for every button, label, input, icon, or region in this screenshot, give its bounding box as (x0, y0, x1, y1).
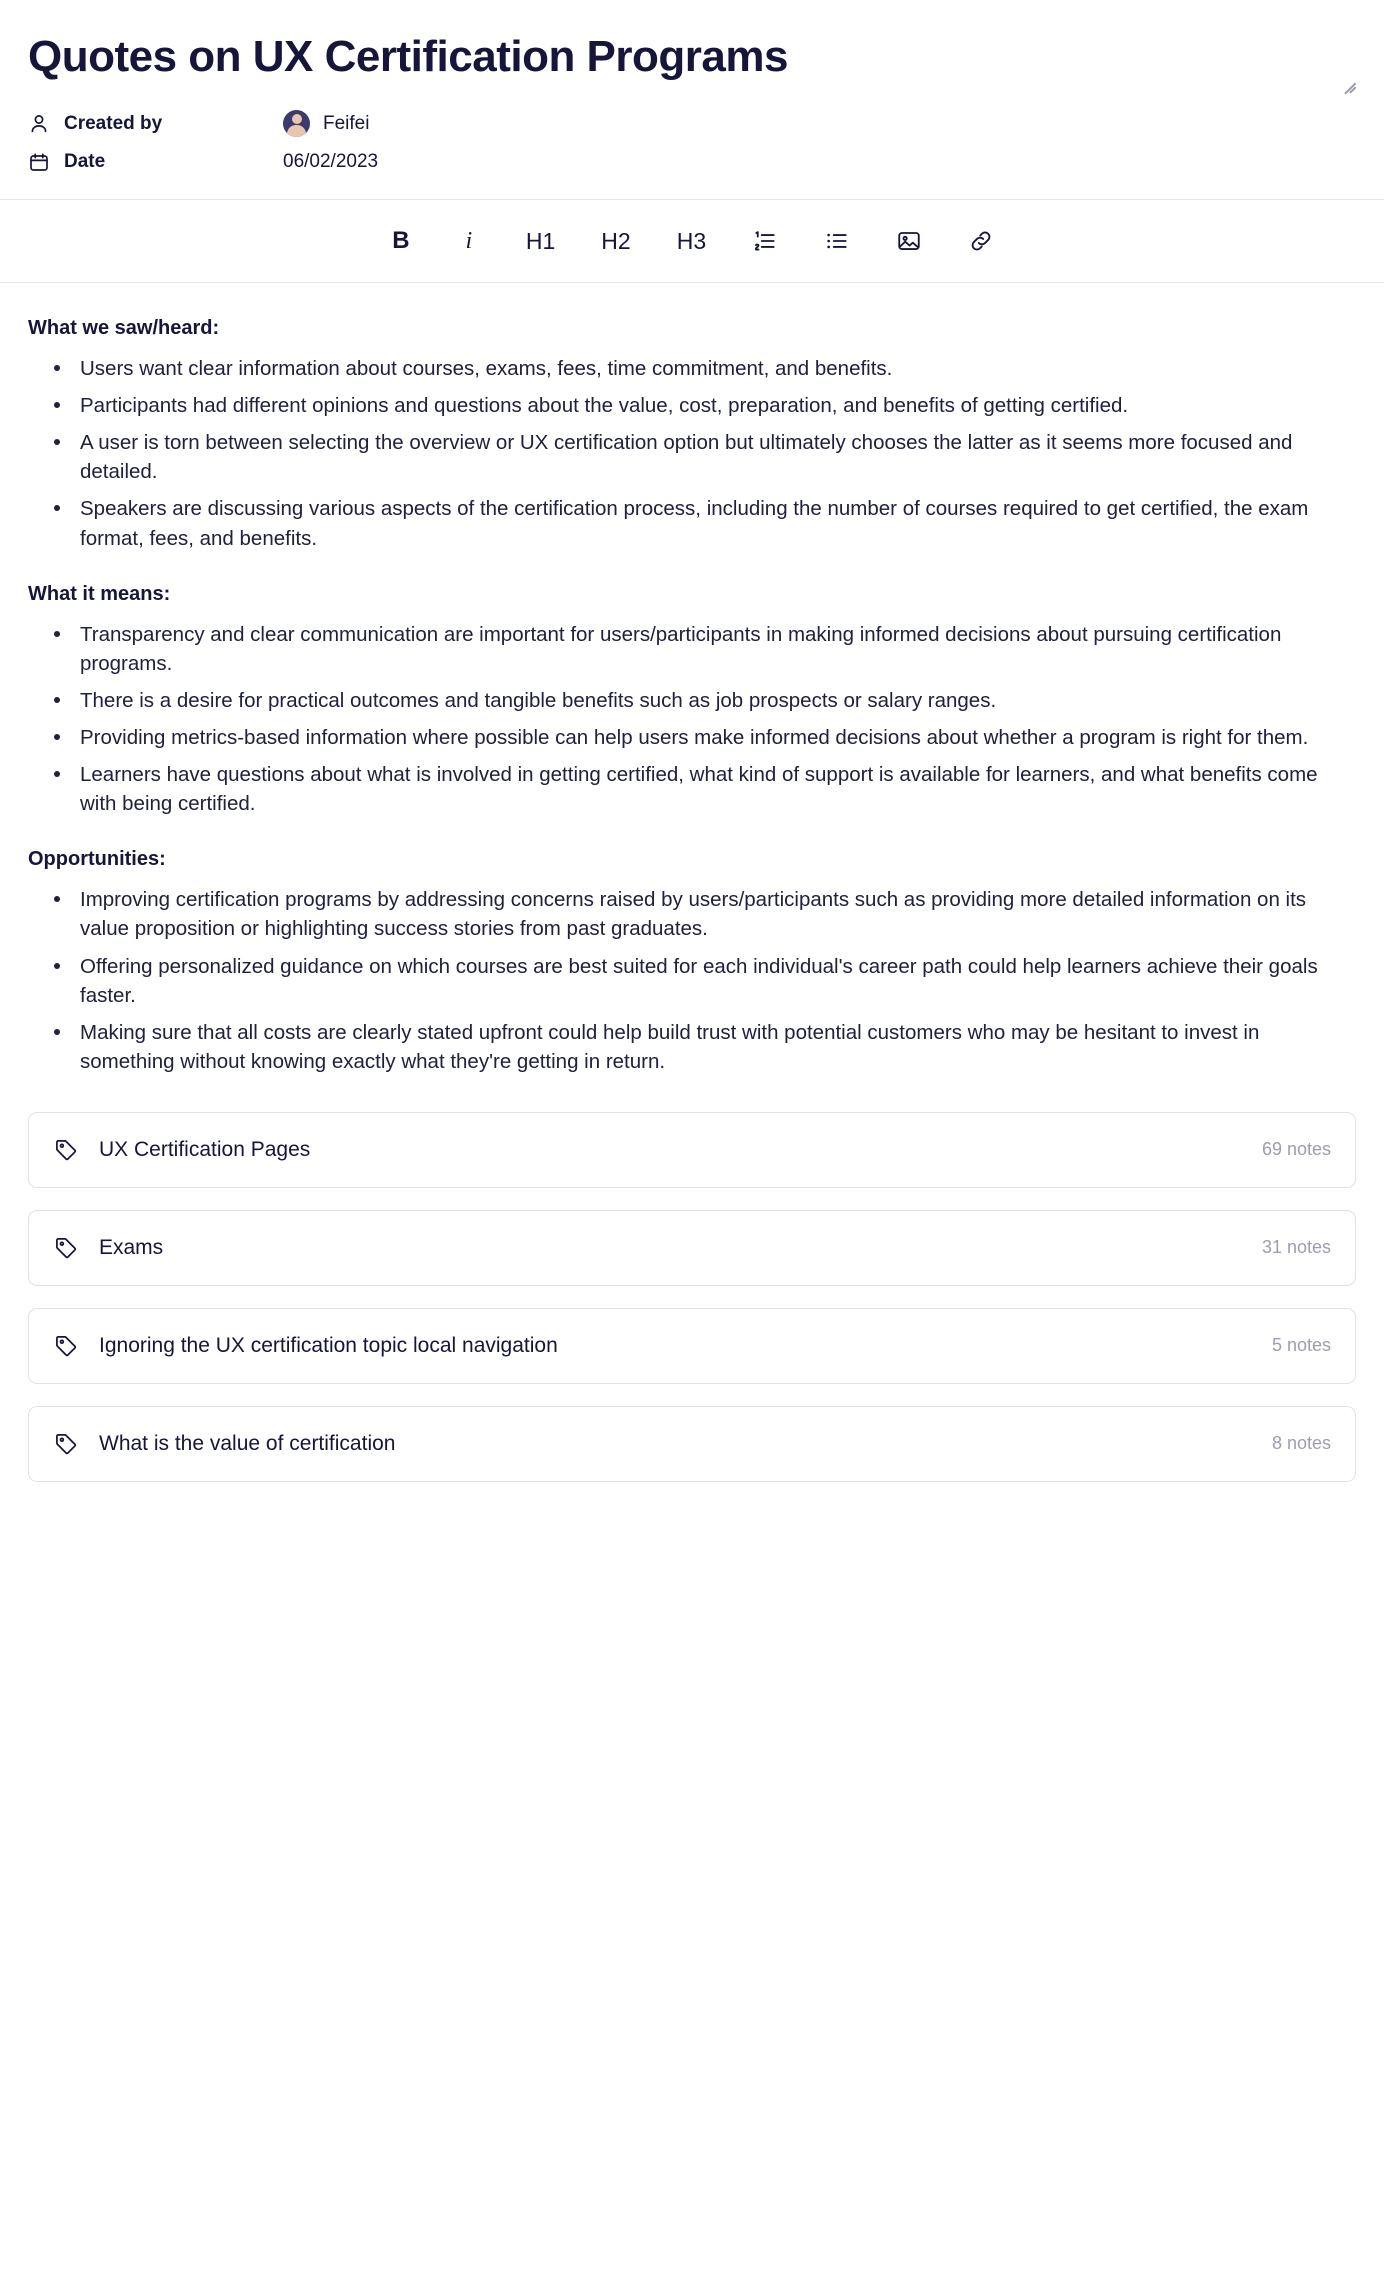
list-item: Participants had different opinions and questions about the value, cost, preparation, and benefits of getting certified. (80, 391, 1356, 420)
heading-3-button[interactable]: H3 (675, 224, 708, 258)
list-item: Users want clear information about courses, exams, fees, time commitment, and benefits. (80, 354, 1356, 383)
avatar (283, 110, 310, 137)
tag-note-count: 69 notes (1261, 1139, 1331, 1160)
tag-icon (53, 1333, 79, 1359)
created-by-value: Feifei (323, 112, 370, 134)
created-by-value-group[interactable] (283, 110, 369, 137)
tag-name: What is the value of certification (99, 1431, 396, 1455)
italic-button[interactable]: i (456, 224, 482, 258)
bullet-list (28, 885, 1356, 1076)
user-icon (28, 113, 50, 135)
date-label-group (28, 151, 283, 173)
section-heading: Opportunities: (28, 848, 166, 871)
date-label: Date (64, 151, 106, 172)
resize-handle-icon[interactable] (1334, 66, 1356, 88)
tag-icon (53, 1235, 79, 1261)
document-body[interactable] (28, 283, 1356, 1076)
tag-note-count: 8 notes (1271, 1433, 1331, 1454)
tag-card[interactable] (28, 1308, 1356, 1384)
date-value-group[interactable] (283, 151, 378, 173)
list-item: Providing metrics-based information where possible can help users make informed decisions about whether a program is right for them. (80, 723, 1356, 752)
tag-left-group (53, 1235, 1246, 1261)
section-opportunities (28, 848, 1356, 1076)
list-item: Improving certification programs by addressing concerns raised by users/participants such as providing more detailed information on its value proposition or highlighting success stories from past graduates. (80, 885, 1356, 943)
list-item: Offering personalized guidance on which courses are best suited for each individual's career path could help learners achieve their goals faster. (80, 952, 1356, 1010)
list-item: Transparency and clear communication are important for users/participants in making informed decisions about pursuing certification programs. (80, 620, 1356, 678)
tag-name: Ignoring the UX certification topic local navigation (99, 1333, 558, 1357)
list-item: Making sure that all costs are clearly stated upfront could help build trust with potential customers who may be hesitant to invest in something without knowing exactly what they're getting in return. (80, 1018, 1356, 1076)
tag-left-group (53, 1333, 1256, 1359)
image-icon[interactable] (894, 224, 924, 258)
link-icon[interactable] (966, 224, 996, 258)
tag-list (28, 1076, 1356, 1522)
title-row (28, 28, 1356, 110)
heading-2-button[interactable]: H2 (599, 224, 632, 258)
tag-card[interactable] (28, 1210, 1356, 1286)
tag-left-group (53, 1431, 1256, 1457)
created-by-label: Created by (64, 112, 163, 134)
tag-name: Exams (99, 1235, 164, 1259)
tag-card[interactable] (28, 1112, 1356, 1188)
tag-left-group (53, 1137, 1246, 1163)
date-value: 06/02/2023 (283, 151, 379, 172)
tag-note-count: 31 notes (1261, 1237, 1331, 1258)
document-meta (28, 110, 1356, 199)
bullet-list-icon[interactable] (822, 224, 852, 258)
bullet-list (28, 620, 1356, 819)
tag-note-count: 5 notes (1271, 1335, 1331, 1356)
section-what-we-saw-heard (28, 317, 1356, 553)
tag-name: UX Certification Pages (99, 1137, 311, 1161)
tag-icon (53, 1137, 79, 1163)
tag-card[interactable] (28, 1406, 1356, 1482)
page-title[interactable]: Quotes on UX Certification Programs (28, 32, 788, 81)
section-what-it-means (28, 583, 1356, 819)
created-by-label-group (28, 113, 283, 135)
list-item: Speakers are discussing various aspects of the certification process, including the number of courses required to get certified, the exam format, fees, and benefits. (80, 494, 1356, 552)
list-item: A user is torn between selecting the overview or UX certification option but ultimately chooses the latter as it seems more focused and detailed. (80, 428, 1356, 486)
tag-icon (53, 1431, 79, 1457)
calendar-icon (28, 151, 50, 173)
section-heading: What it means: (28, 582, 171, 605)
list-item: There is a desire for practical outcomes and tangible benefits such as job prospects or salary ranges. (80, 686, 1356, 715)
editor-toolbar (0, 199, 1384, 283)
meta-row-date (28, 151, 1356, 173)
ordered-list-icon[interactable] (750, 224, 780, 258)
section-heading: What we saw/heard: (28, 317, 220, 339)
bullet-list (28, 354, 1356, 553)
heading-1-button[interactable]: H1 (524, 224, 557, 258)
bold-button[interactable]: B (388, 224, 414, 258)
list-item: Learners have questions about what is involved in getting certified, what kind of support is available for learners, and what benefits come with being certified. (80, 760, 1356, 818)
meta-row-created-by (28, 110, 1356, 137)
